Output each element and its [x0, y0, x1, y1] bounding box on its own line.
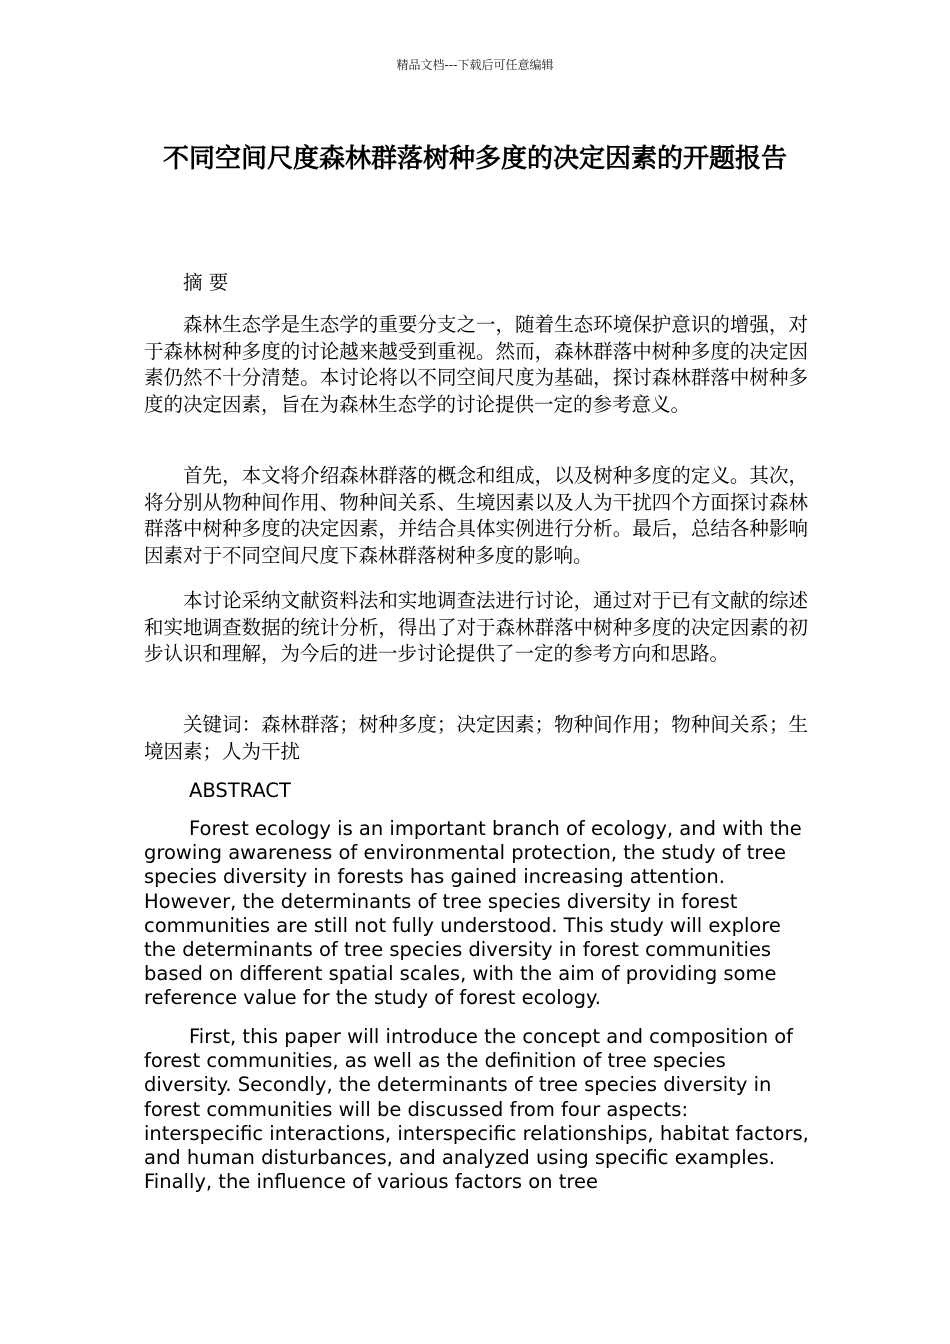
paragraph: Forest ecology is an important branch of ecology, and with the growing awareness of environmental protection, the study of tree species diversity in forests has gained increasing attention. However, the determinants of tree species diversity in forest communities are still not fully understood. This study will explore the determinants of tree species diversity in forest communities based on different spatial scales, with the aim of providing some reference value for the study of forest ecology.	[144, 817, 802, 1010]
paragraph: 本讨论采纳文献资料法和实地调查法进行讨论，通过对于已有文献的综述和实地调查数据的统计分析，得出了对于森林群落中树种多度的决定因素的初步认识和理解，为今后的进一步讨论提供了一定的参考方向和思路。	[144, 589, 808, 665]
paragraph: First, this paper will introduce the concept and composition of forest communities, as well as the definition of tree species diversity. Secondly, the determinants of tree species diversity in forest communities will be discussed from four aspects: interspecific interactions, interspecific relationships, habitat factors, and human disturbances, and analyzed using specific examples. Finally, the influence of various factors on tree	[144, 1025, 809, 1194]
abstract-zh-paragraph-3	[144, 588, 808, 668]
paragraph: 森林生态学是生态学的重要分支之一，随着生态环境保护意识的增强，对于森林树种多度的讨论越来越受到重视。然而，森林群落中树种多度的决定因素仍然不十分清楚。本讨论将以不同空间尺度为基础，探讨森林群落中树种多度的决定因素，旨在为森林生态学的讨论提供一定的参考意义。	[144, 313, 808, 416]
paragraph: 首先，本文将介绍森林群落的概念和组成，以及树种多度的定义。其次，将分别从物种间作用、物种间关系、生境因素以及人为干扰四个方面探讨森林群落中树种多度的决定因素，并结合具体实例进行分析。最后，总结各种影响因素对于不同空间尺度下森林群落树种多度的影响。	[144, 464, 808, 567]
keywords: 关键词：森林群落；树种多度；决定因素；物种间作用；物种间关系；生境因素；人为干扰	[144, 713, 808, 763]
abstract-en-paragraph-1	[144, 817, 810, 1011]
abstract-zh-heading-block	[144, 270, 808, 296]
abstract-zh-keywords	[144, 712, 808, 765]
abstract-en-paragraph-2	[144, 1025, 812, 1194]
abstract-en-heading-block	[144, 778, 808, 804]
abstract-en-heading: ABSTRACT	[189, 779, 291, 802]
document-title: 不同空间尺度森林群落树种多度的决定因素的开题报告	[162, 144, 787, 174]
abstract-zh-paragraph-2	[144, 463, 808, 569]
page-header-note: 精品文档---下载后可任意编辑	[396, 58, 554, 72]
abstract-zh-heading: 摘 要	[183, 271, 229, 294]
abstract-zh-paragraph-1	[144, 312, 808, 418]
